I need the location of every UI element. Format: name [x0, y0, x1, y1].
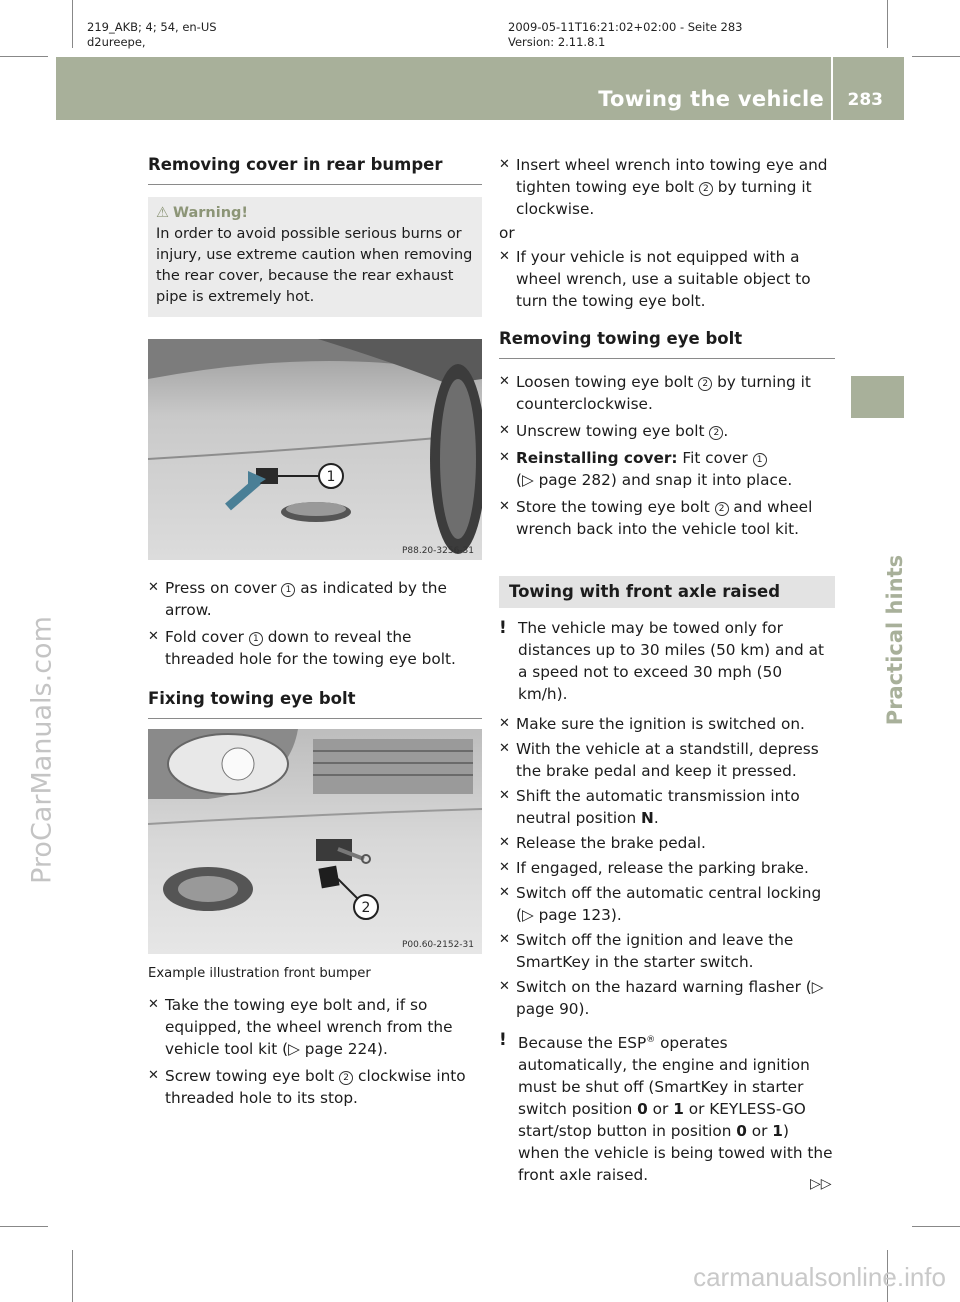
step-text: Fold cover — [165, 628, 249, 646]
crop-mark — [0, 56, 48, 57]
steps-list — [499, 371, 835, 540]
photo-code: P00.60-2152-31 — [401, 940, 474, 950]
front-bumper-illustration — [148, 729, 482, 954]
switch-position: 0 — [637, 1100, 648, 1119]
step-marker-icon: ✕ — [499, 374, 510, 389]
step-marker-icon: ✕ — [499, 788, 510, 803]
switch-position: 1 — [673, 1100, 684, 1119]
print-meta-right — [508, 20, 743, 50]
step-text: . — [653, 809, 659, 827]
step-marker-icon: ✕ — [499, 741, 510, 756]
step-text: Make sure the ignition is switched on. — [516, 715, 805, 733]
step-text: by turning it counterclockwise. — [516, 373, 811, 413]
step-text: Insert wheel wrench into towing eye and tighten towing eye bolt — [516, 156, 828, 196]
step-text: Switch on the hazard warning flasher (▷ page 90). — [516, 978, 824, 1018]
notice-text: or — [746, 1122, 773, 1141]
step-text: Shift the automatic transmission into neutral position — [516, 787, 800, 827]
step-text: Release the brake pedal. — [516, 834, 706, 852]
page-title: Towing the vehicle — [598, 87, 824, 111]
step-label: Reinstalling cover: — [516, 449, 678, 467]
step-text: clockwise into threaded hole to its stop. — [165, 1067, 466, 1107]
step-marker-icon: ✕ — [499, 979, 510, 994]
list-item — [499, 420, 835, 442]
step-text: With the vehicle at a standstill, depress the brake pedal and keep it pressed. — [516, 740, 819, 780]
meta-line: d2ureepe, — [87, 35, 146, 49]
step-marker-icon: ✕ — [499, 716, 510, 731]
list-item — [148, 1065, 482, 1109]
step-text: page 224). — [299, 1040, 388, 1058]
step-marker-icon: ✕ — [499, 932, 510, 947]
switch-position: 1 — [772, 1122, 783, 1141]
callout-number: 2 — [339, 1071, 353, 1085]
list-item — [499, 976, 835, 1020]
list-item — [148, 577, 482, 621]
right-column — [499, 154, 835, 1186]
crop-mark — [72, 0, 73, 48]
step-text: (▷ page 282) and snap it into place. — [516, 471, 793, 489]
section-tab-marker — [851, 376, 904, 418]
step-marker-icon: ✕ — [499, 499, 510, 514]
step-text: If your vehicle is not equipped with a wheel wrench, use a suitable object to turn the towing eye bolt. — [516, 248, 811, 310]
crop-mark — [887, 0, 888, 48]
list-item — [499, 154, 835, 220]
notice-text: operates automatically, the engine and ignition must be shut off (SmartKey in starter switch position — [518, 1034, 810, 1119]
steps-list — [499, 713, 835, 1020]
notice-text: or — [647, 1100, 674, 1119]
step-marker-icon: ✕ — [499, 860, 510, 875]
step-text: down to reveal the threaded hole for the towing eye bolt. — [165, 628, 456, 668]
list-item — [499, 857, 835, 879]
step-marker-icon: ✕ — [499, 423, 510, 438]
meta-line: 2009-05-11T16:21:02+02:00 - Seite 283 — [508, 20, 743, 34]
step-marker-icon: ✕ — [499, 835, 510, 850]
step-text: Switch off the ignition and leave the SmartKey in the starter switch. — [516, 931, 794, 971]
list-item — [499, 832, 835, 854]
crop-mark — [0, 1226, 48, 1227]
step-text: Unscrew towing eye bolt — [516, 422, 710, 440]
meta-line: Version: 2.11.8.1 — [508, 35, 606, 49]
list-item — [499, 738, 835, 782]
notice-text: ) when the vehicle is being towed with the front axle raised. — [518, 1122, 833, 1185]
callout-number: 2 — [361, 900, 371, 916]
front-bumper-photo — [148, 729, 482, 954]
step-text: . — [723, 422, 729, 440]
crop-mark — [912, 1226, 960, 1227]
list-item — [148, 626, 482, 670]
step-text: by turning it clockwise. — [516, 178, 812, 218]
step-text: and wheel wrench back into the vehicle tool kit. — [516, 498, 813, 538]
callout-number: 1 — [326, 469, 336, 485]
step-marker-icon: ✕ — [499, 157, 510, 172]
warning-heading — [156, 203, 474, 224]
section-label: Practical hints — [883, 554, 907, 726]
warning-triangle-icon: ⚠ — [156, 205, 169, 221]
left-column — [148, 154, 482, 1109]
section-heading: Removing cover in rear bumper — [148, 154, 482, 185]
meta-line: 219_AKB; 4; 54, en-US — [87, 20, 217, 34]
step-text: Store the towing eye bolt — [516, 498, 715, 516]
step-text: Screw towing eye bolt — [165, 1067, 340, 1085]
callout-number: 2 — [699, 182, 713, 196]
warning-box — [148, 197, 482, 317]
notice-text: Because the ESP — [518, 1034, 647, 1053]
gear-position: N — [641, 809, 654, 827]
step-text: Fit cover — [677, 449, 753, 467]
footer-watermark: carmanualsonline.info — [693, 1262, 946, 1292]
page-ref-arrow-icon: ▷ — [288, 1040, 300, 1058]
step-text: Take the towing eye bolt and, if so equipped, the wheel wrench from the vehicle tool kit ( — [165, 996, 453, 1058]
rear-bumper-photo — [148, 339, 482, 560]
continue-arrows-icon: ▷▷ — [810, 1176, 832, 1192]
rear-bumper-illustration — [148, 339, 482, 560]
step-text: Loosen towing eye bolt — [516, 373, 699, 391]
step-marker-icon: ✕ — [148, 997, 159, 1012]
list-item — [148, 994, 482, 1060]
print-meta-left — [87, 20, 217, 50]
or-text: or — [499, 224, 515, 242]
list-item — [499, 929, 835, 973]
callout-number: 2 — [709, 426, 723, 440]
crop-mark — [912, 56, 960, 57]
warning-text: In order to avoid possible serious burns or injury, use extreme caution when removing the rear cover, because the rear exhaust pipe is extremely hot. — [156, 226, 473, 305]
callout-number: 1 — [281, 583, 295, 597]
step-text: as indicated by the arrow. — [165, 579, 447, 619]
registered-mark: ® — [646, 1035, 656, 1045]
step-marker-icon: ✕ — [499, 249, 510, 264]
step-marker-icon: ✕ — [499, 450, 510, 465]
notice-icon: ! — [499, 618, 507, 638]
photo-caption: Example illustration front bumper — [148, 966, 371, 981]
notice — [499, 617, 835, 705]
list-item — [499, 496, 835, 540]
page-header — [56, 57, 904, 120]
step-marker-icon: ✕ — [148, 1068, 159, 1083]
step-marker-icon: ✕ — [148, 580, 159, 595]
section-heading: Fixing towing eye bolt — [148, 688, 482, 719]
crop-mark — [72, 1250, 73, 1302]
step-text: Press on cover — [165, 579, 282, 597]
step-marker-icon: ✕ — [499, 885, 510, 900]
section-heading-bar: Towing with front axle raised — [499, 576, 835, 608]
callout-number: 2 — [715, 502, 729, 516]
header-divider — [831, 57, 833, 120]
photo-code: P88.20-3256-31 — [401, 546, 474, 556]
step-text: Switch off the automatic central locking (▷ page 123). — [516, 884, 822, 924]
list-item — [499, 246, 835, 312]
list-item — [499, 447, 835, 491]
notice-icon: ! — [499, 1030, 507, 1050]
watermark: ProCarManuals.com — [26, 616, 58, 884]
notice-text: The vehicle may be towed only for distances up to 30 miles (50 km) and at a speed not to exceed 30 mph (50 km/h). — [518, 619, 825, 703]
step-text: If engaged, release the parking brake. — [516, 859, 809, 877]
callout-number: 2 — [698, 377, 712, 391]
section-heading: Removing towing eye bolt — [499, 328, 835, 359]
list-item — [499, 882, 835, 926]
list-item — [499, 785, 835, 829]
warning-title: Warning! — [173, 205, 249, 221]
page-number: 283 — [847, 90, 883, 110]
notice-text: or KEYLESS-GO start/stop button in position — [518, 1100, 806, 1141]
notice — [499, 1029, 835, 1186]
list-item — [499, 713, 835, 735]
switch-position: 0 — [736, 1122, 747, 1141]
steps-list — [148, 577, 482, 670]
callout-number: 1 — [249, 632, 263, 646]
list-item — [499, 371, 835, 415]
step-marker-icon: ✕ — [148, 629, 159, 644]
callout-number: 1 — [753, 453, 767, 467]
steps-list — [148, 994, 482, 1109]
